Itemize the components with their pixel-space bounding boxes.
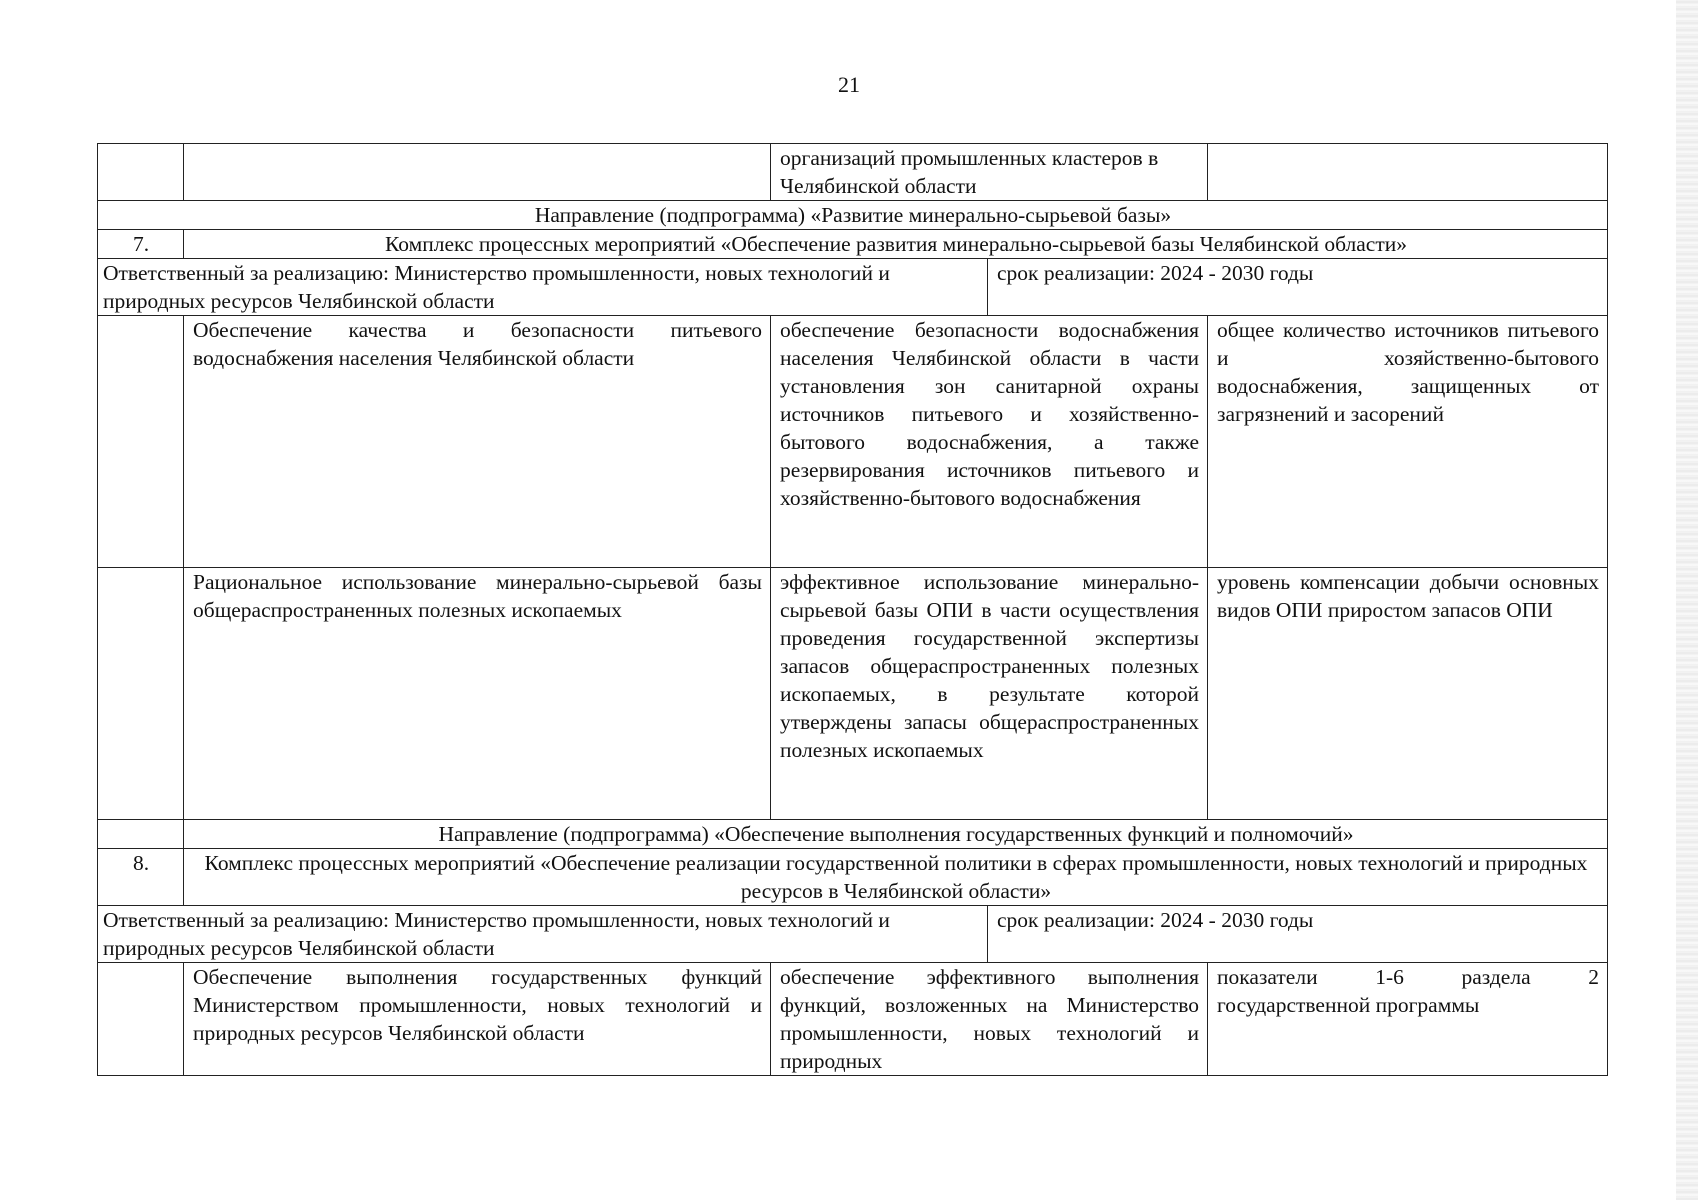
term-cell: срок реализации: 2024 - 2030 годы [988,906,1608,963]
table-row-task [98,568,1608,820]
result-cell: организаций промышленных кластеров в Челябинской области [771,144,1208,201]
complex-number: 7. [98,230,184,259]
table-row-task [98,963,1608,1076]
responsible-cell: Ответственный за реализацию: Министерство промышленности, новых технологий и природных ресурсов Челябинской области [98,259,988,316]
task-cell: Рациональное использование минерально-сырьевой базы общераспространенных полезных ископаемых [184,568,771,820]
result-cell: обеспечение безопасности водоснабжения населения Челябинской области в части установления зон санитарной охраны источников питьевого и хозяйственно-бытового водоснабжения, а также резервирования источников питьевого и хозяйственно-бытового водоснабжения [771,316,1208,568]
page-number: 21 [838,72,860,97]
term-cell: срок реализации: 2024 - 2030 годы [988,259,1608,316]
direction-heading: Направление (подпрограмма) «Развитие минерально-сырьевой базы» [98,201,1608,230]
direction-heading: Направление (подпрограмма) «Обеспечение выполнения государственных функций и полномочий» [184,820,1608,849]
cell-empty [98,820,184,849]
indicator-cell: уровень компенсации добычи основных видов ОПИ приростом запасов ОПИ [1208,568,1608,820]
result-cell: эффективное использование минерально-сырьевой базы ОПИ в части осуществления проведения государственной экспертизы запасов общераспространенных полезных ископаемых, в результате которой утверждены запасы общераспространенных полезных ископаемых [771,568,1208,820]
complex-title: Комплекс процессных мероприятий «Обеспечение развития минерально-сырьевой базы Челябинской области» [184,230,1608,259]
indicator-cell: показатели 1-6 раздела 2 государственной программы [1208,963,1608,1076]
table-row-direction [98,820,1608,849]
measures-table [97,143,1608,1076]
result-cell: обеспечение эффективного выполнения функций, возложенных на Министерство промышленности, новых технологий и природных [771,963,1208,1076]
table-row-direction [98,201,1608,230]
cell-empty [1208,144,1608,201]
cell-empty [98,144,184,201]
cell-empty [184,144,771,201]
table-row-complex [98,230,1608,259]
task-cell: Обеспечение выполнения государственных функций Министерством промышленности, новых технологий и природных ресурсов Челябинской области [184,963,771,1076]
table-row-responsible [98,906,1608,963]
table-row-task [98,316,1608,568]
cell-empty [98,316,184,568]
table-row-continuation [98,144,1608,201]
table-row-complex [98,849,1608,906]
complex-number: 8. [98,849,184,906]
cell-empty [98,963,184,1076]
cell-empty [98,568,184,820]
table-row-responsible [98,259,1608,316]
complex-title: Комплекс процессных мероприятий «Обеспечение реализации государственной политики в сферах промышленности, новых технологий и природных ресурсов в Челябинской области» [184,849,1608,906]
task-cell: Обеспечение качества и безопасности питьевого водоснабжения населения Челябинской области [184,316,771,568]
responsible-cell: Ответственный за реализацию: Министерство промышленности, новых технологий и природных ресурсов Челябинской области [98,906,988,963]
scan-edge-shadow [1676,0,1698,1200]
indicator-cell: общее количество источников питьевого и хозяйственно-бытового водоснабжения, защищенных от загрязнений и засорений [1208,316,1608,568]
